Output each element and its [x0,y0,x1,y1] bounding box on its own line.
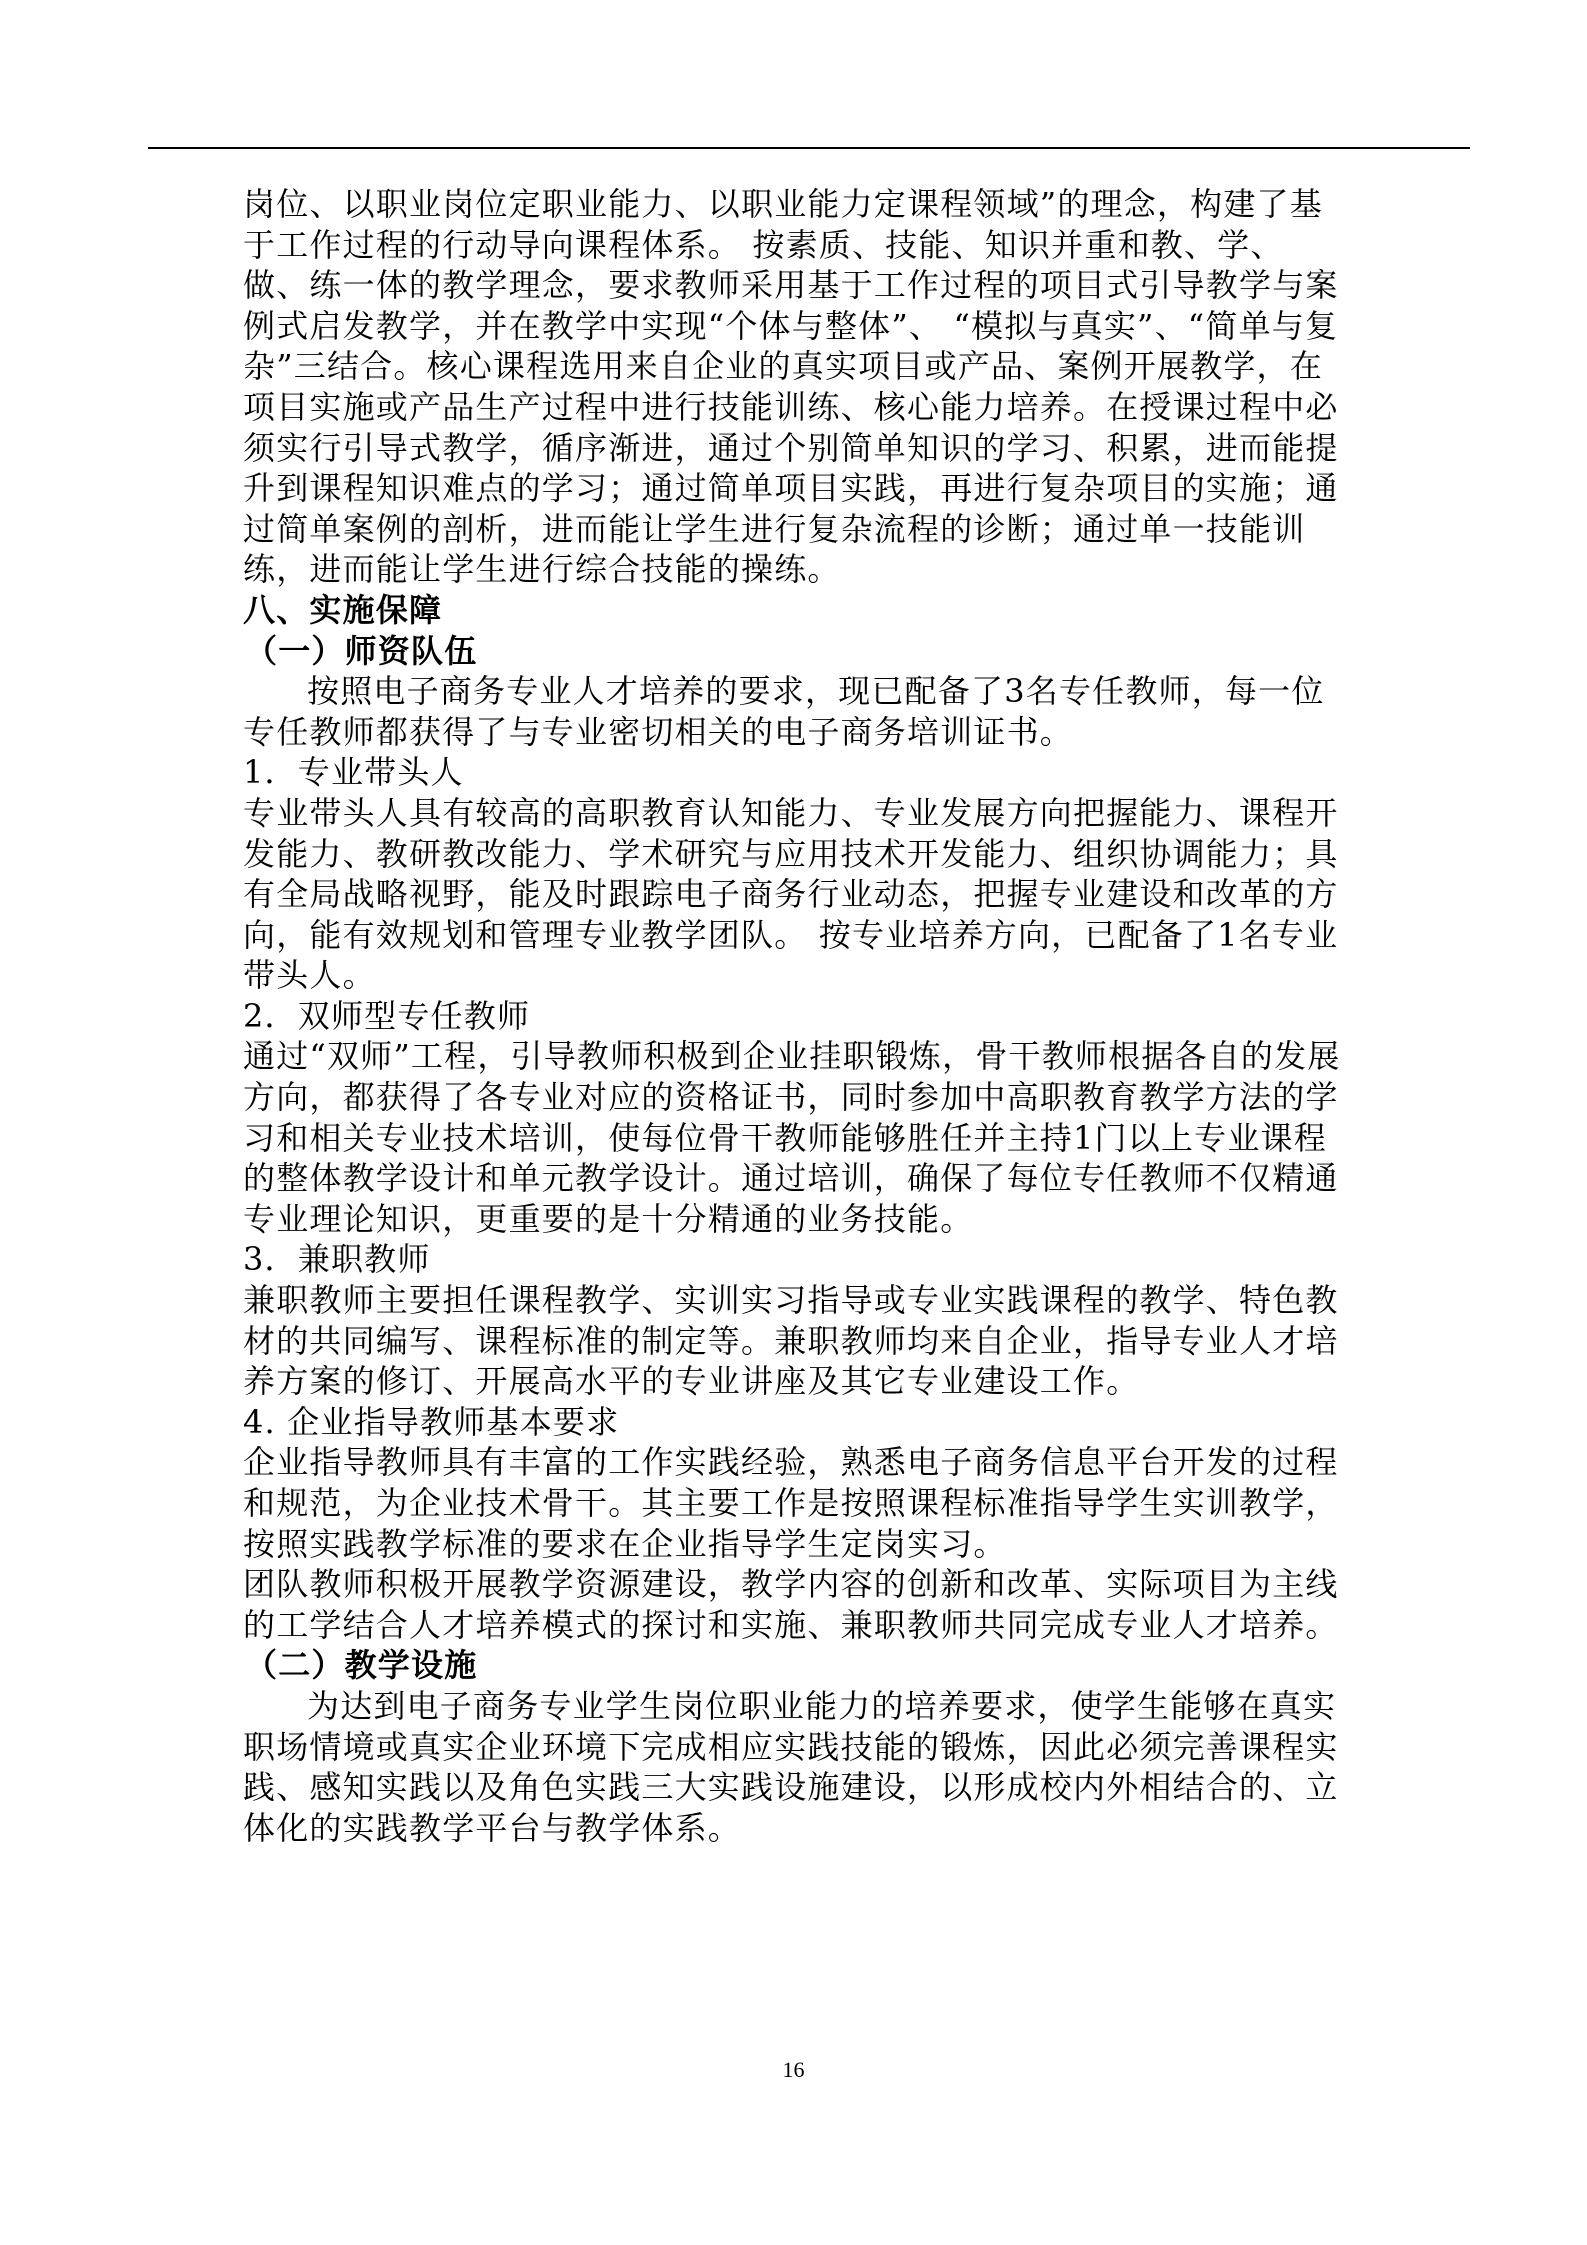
header-rule [148,147,1470,149]
paragraph-course-system: 岗位、以职业岗位定职业能力、以职业能力定课程领域”的理念，构建了基于工作过程的行动导向课程体系。 按素质、技能、知识并重和教、学、做、练一体的教学理念，要求教师采用基于工作过程的项目式引导教学与案例式启发教学，并在教学中实现“个体与整体”、 “模拟与真实”、“简单与复杂”三结合。核心课程选用来自企业的真实项目或产品、案例开展教学，在项目实施或产品生产过程中进行技能训练、核心能力培养。在授课过程中必须实行引导式教学，循序渐进，通过个别简单知识的学习、积累，进而能提升到课程知识难点的学习；通过简单项目实践，再进行复杂项目的实施；通过简单案例的剖析，进而能让学生进行复杂流程的诊断；通过单一技能训练，进而能让学生进行综合技能的操练。 [243,185,1339,589]
section-heading-implementation: 八、实施保障 [243,590,443,629]
item-title-part-time-teacher: 3．兼职教师 [243,1240,431,1279]
item-title-program-leader: 1．专业带头人 [243,753,464,792]
page-content [243,184,1343,1848]
item-body-part-time-teacher: 兼职教师主要担任课程教学、实训实习指导或专业实践课程的教学、特色教材的共同编写、课程标准的制定等。兼职教师均来自企业，指导专业人才培养方案的修订、开展高水平的专业讲座及其它专业建设工作。 [243,1281,1339,1401]
paragraph-team-building: 团队教师积极开展教学资源建设，教学内容的创新和改革、实际项目为主线的工学结合人才培养模式的探讨和实施、兼职教师共同完成专业人才培养。 [243,1565,1339,1644]
paragraph-facilities: 为达到电子商务专业学生岗位职业能力的培养要求，使学生能够在真实职场情境或真实企业环境下完成相应实践技能的锻炼，因此必须完善课程实践、感知实践以及角色实践三大实践设施建设，以形成校内外相结合的、立体化的实践教学平台与教学体系。 [243,1686,1339,1847]
item-body-dual-teacher: 通过“双师”工程，引导教师积极到企业挂职锻炼，骨干教师根据各自的发展方向，都获得了各专业对应的资格证书，同时参加中高职教育教学方法的学习和相关专业技术培训，使每位骨干教师能够胜任并主持1门以上专业课程的整体教学设计和单元教学设计。通过培训，确保了每位专任教师不仅精通专业理论知识，更重要的是十分精通的业务技能。 [243,1037,1341,1238]
item-title-enterprise-mentor: 4. 企业指导教师基本要求 [243,1402,620,1441]
item-body-program-leader: 专业带头人具有较高的高职教育认知能力、专业发展方向把握能力、课程开发能力、教研教改能力、学术研究与应用技术开发能力、组织协调能力；具有全局战略视野，能及时跟踪电子商务行业动态，把握专业建设和改革的方向，能有效规划和管理专业教学团队。 按专业培养方向，已配备了1名专业带头人。 [243,793,1339,995]
subsection-heading-faculty: （一）师资队伍 [245,631,478,670]
paragraph-faculty-intro: 按照电子商务专业人才培养的要求，现已配备了3名专任教师，每一位专任教师都获得了与专业密切相关的电子商务培训证书。 [243,672,1325,751]
subsection-heading-facilities: （二）教学设施 [245,1646,478,1685]
page-number: 16 [782,2057,805,2082]
item-body-enterprise-mentor: 企业指导教师具有丰富的工作实践经验，熟悉电子商务信息平台开发的过程和规范，为企业技术骨干。其主要工作是按照课程标准指导学生实训教学，按照实践教学标准的要求在企业指导学生定岗实习。 [243,1443,1339,1563]
item-title-dual-teacher: 2．双师型专任教师 [243,996,531,1035]
